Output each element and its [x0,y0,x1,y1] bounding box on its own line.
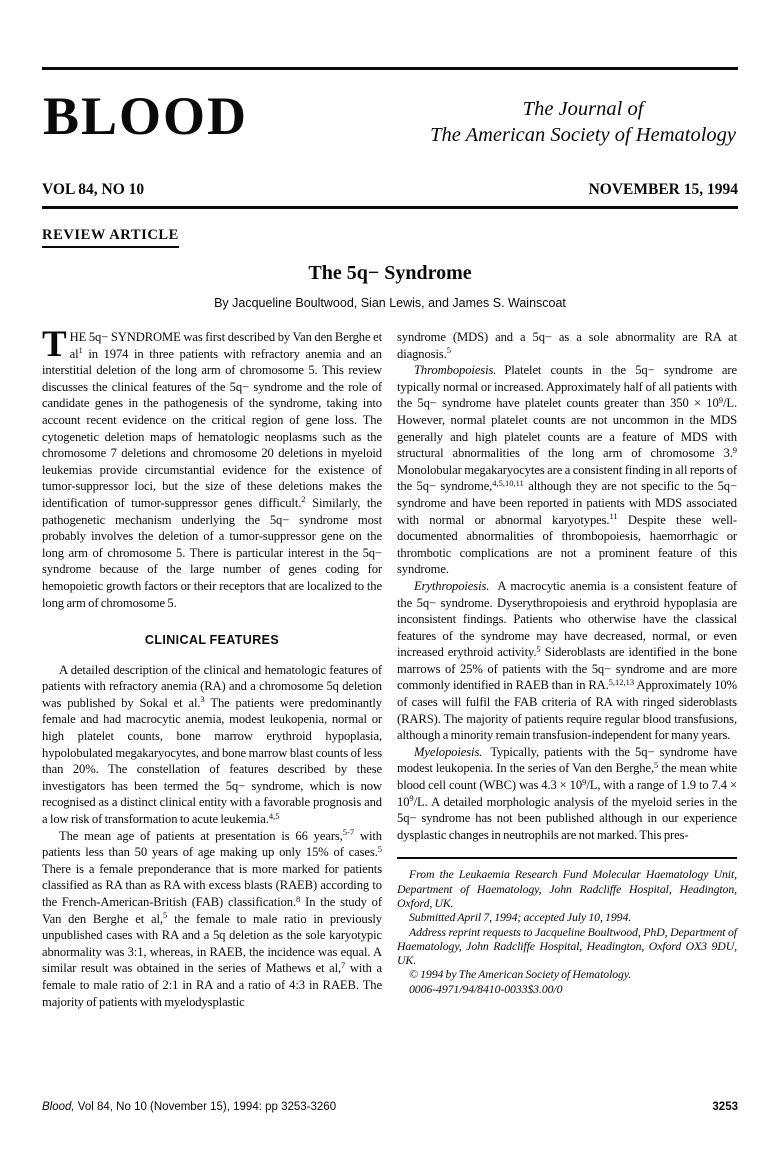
text-run: in 1974 in three patients with refractory anemia and an interstitial deletion of the long arm of chromosome 5. This review discusses the clinical features of the 5q− syndrome and the role of candidate genes in the pathogenesis of the syndrome, taking into account recent evidence on the critical region of gene loss. The cytogenetic deletion maps of hematologic neoplasms such as the chromosome 7 deletions and chromosome 20 deletions in myeloid leukemias provide circumstantial evidence for the existence of tumor-suppressor loci, but the size of these deletions makes the identification of tumor-suppressor genes difficult. [42,346,382,510]
citation-ref: 4,5 [268,810,280,821]
clinical-features-heading: CLINICAL FEATURES [144,633,280,648]
text-run: with patients less than 50 years of age making up only 15% of cases. [42,828,382,860]
citation-ref: 11 [609,511,618,522]
volume-number: VOL 84, NO 10 [42,181,145,198]
issue-date: NOVEMBER 15, 1994 [588,181,738,198]
masthead-top-rule [42,67,738,70]
journal-name [430,96,736,148]
exponent: 9 [582,776,587,787]
text-run: although they are not specific to the 5q− syndrome and have been reported in patients with MDS associated with normal or abnormal karyotypes. [397,479,737,527]
body-paragraph [397,578,737,744]
body-paragraph [397,329,737,362]
journal-logo: BLOOD [43,86,249,146]
text-run: with a female to male ratio of 2:1 in RA and a ratio of 4:3 in RAEB. The majority of patients with myelodysplastic [42,961,382,1009]
exponent: 9 [409,793,414,804]
citation-ref: 9 [732,444,737,455]
text-run: the mean white blood cell count (WBC) was 4.3 × 10 [397,761,737,793]
subsection-lead-thrombopoiesis: Thrombopoiesis. [414,363,497,378]
body-paragraph [397,362,737,578]
text-run: the female to male ratio in previously unpublished cases with RA and a 5q deletion as the sole karyotypic abnormality was 3:1, whereas, in RAEB, the incidence was equal. A similar result was obtained in the series of Mathews et al, [42,911,383,976]
text-run: A detailed description of the clinical and hematologic features of patients with refractory anemia (RA) and a chromosome 5q deletion was published by Sokal et al. [42,662,382,710]
body-paragraph [42,662,382,828]
text-run: A macrocytic anemia is a consistent feature of the 5q− syndrome. Dyserythropoiesis and erythroid hypoplasia are inconsistent findings. Patients who otherwise have the classical features of the syndrome may have decreased, normal, or even increased erythroid activity. [397,578,737,660]
text-run: /L, with a range of 1.9 to 7.4 × 10 [397,778,738,809]
text-run: The mean age of patients at presentation is 66 years, [59,828,343,843]
intro-paragraph [42,324,382,611]
text-run: There is a female preponderance that is more marked for patients classified as RA than as RA with excess blasts (RAEB) according to the French-American-British (FAB) classification. [42,861,382,909]
footnote-reprints: Address reprint requests to Jacqueline Boultwood, PhD, Department of Haematology, John Radcliffe Hospital, Headington, Oxford OX3 9DU, UK. [397,924,737,968]
text-run: Platelet counts in the 5q− syndrome are typically normal or increased. Approximately half of all patients with the 5q− syndrome have platelet counts greater than 350 × 10 [397,363,737,411]
text-run: syndrome (MDS) and a 5q− as a sole abnormality are RA at diagnosis. [397,330,737,361]
left-column [42,324,383,1010]
citation-ref: 5 [654,759,659,770]
citation-ref: 5 [162,910,168,921]
journal-name-line1: The Journal of [522,98,644,120]
citation-ref: 5 [446,345,451,356]
text-run: The patients were predominantly female and had macrocytic anemia, modest leukopenia, normal or high platelet counts, bone marrow erythroid hypoplasia, hypolobulated megakaryocytes, and bone marrow blast counts of less than 20%. The constellation of features described by these investigators has been termed the 5q− syndrome, which is now recognised as a distinct clinical entity with a favorable prognosis and a low risk of transformation to acute leukemia. [42,695,382,827]
citation-ref: 4,5,10,11 [492,477,524,488]
footnote-block [397,857,737,996]
citation-ref: 5,12,13 [608,676,635,687]
text-run: Similarly, the pathogenetic mechanism underlying the 5q− syndrome most probably involves the deletion of a tumor-suppressor gene on the long arm of chromosome 5. There is particular interest in the 5q− syndrome because of the large number of genes coding for hemopoietic growth factors or their receptors that are localized to the long arm of chromosome 5. [42,495,382,610]
footer-journal-name: Blood, [42,1101,75,1113]
citation-ref: 8 [296,893,301,904]
footnote-submitted: Submitted April 7, 1994; accepted July 10, 1994. [409,910,632,925]
text-run: Despite these well-documented abnormalities of thrombopoiesis, haemorrhagic or thrombotic complications are not a prominent feature of this syndrome. [397,512,737,577]
citation-ref: 5 [377,843,382,854]
dropcap: T [42,324,67,365]
article-byline: By Jacqueline Boultwood, Sian Lewis, and James S. Wainscoat [214,296,566,310]
footer-citation-rest: Vol 84, No 10 (November 15), 1994: pp 3253-3260 [74,1101,337,1113]
page-footer [42,1101,738,1113]
text-run: Approximately 10% of cases will fulfil the FAB criteria of RA with ringed sideroblasts (RARS). The majority of patients require regular blood transfusions, although a minority remain transfusion-independent for many years. [397,678,737,743]
journal-name-line2: The American Society of Hematology [430,124,736,146]
footnote-affiliation: From the Leukaemia Research Fund Molecular Haematology Unit, Department of Haematology, John Radcliffe Hospital, Headington, Oxford, UK. [397,867,737,910]
article-body [42,324,738,1010]
subsection-lead-myelopoiesis: Myelopoiesis. [414,744,483,759]
body-paragraph [42,828,382,1011]
page-number: 3253 [712,1101,738,1113]
footnote-code: 0006-4971/94/8410-0033$3.00/0 [409,981,563,996]
exponent: 9 [718,394,723,405]
text-run: /L. However, normal platelet counts are not uncommon in the MDS generally and high platelet counts are a feature of MDS with structural abnormalities of the long arm of chromosome 3. [397,396,737,461]
citation-ref: 2 [301,494,306,505]
text-run: HE 5q− SYNDROME was first described by Van den Berghe et al [69,330,382,361]
section-heading: REVIEW ARTICLE [42,227,179,248]
text-run: /L. A detailed morphologic analysis of the myeloid series in the 5q− syndrome has not been published although in our experience dysplastic changes in neutrophils are not marked. This pres- [397,794,737,842]
article-title: The 5q− Syndrome [308,262,472,284]
citation-ref: 3 [200,694,205,705]
citation-ref: 5 [536,643,541,654]
text-run: Monolobular megakaryocytes are a consistent finding in all reports of the 5q− syndrome, [397,462,737,494]
subsection-lead-erythropoiesis: Erythropoiesis. [414,578,490,593]
citation-ref: 7 [341,959,346,970]
masthead-bottom-rule [42,206,738,209]
volume-issue-line [42,181,738,199]
citation-ref: 1 [78,345,83,356]
footer-citation [42,1101,336,1113]
citation-ref: 5-7 [342,827,355,838]
text-run: In the study of Van den Berghe et al, [42,895,382,926]
body-paragraph [397,744,737,844]
text-run: Typically, patients with the 5q− syndrome have modest leukopenia. In the series of Van den Berghe, [397,744,737,776]
text-run: Sideroblasts are identified in the bone marrows of 25% of patients with the 5q− syndrome and are more commonly identified in RAEB than in RA. [397,645,737,693]
right-column [397,329,737,1010]
footnote-copyright: © 1994 by The American Society of Hematology. [409,967,632,982]
